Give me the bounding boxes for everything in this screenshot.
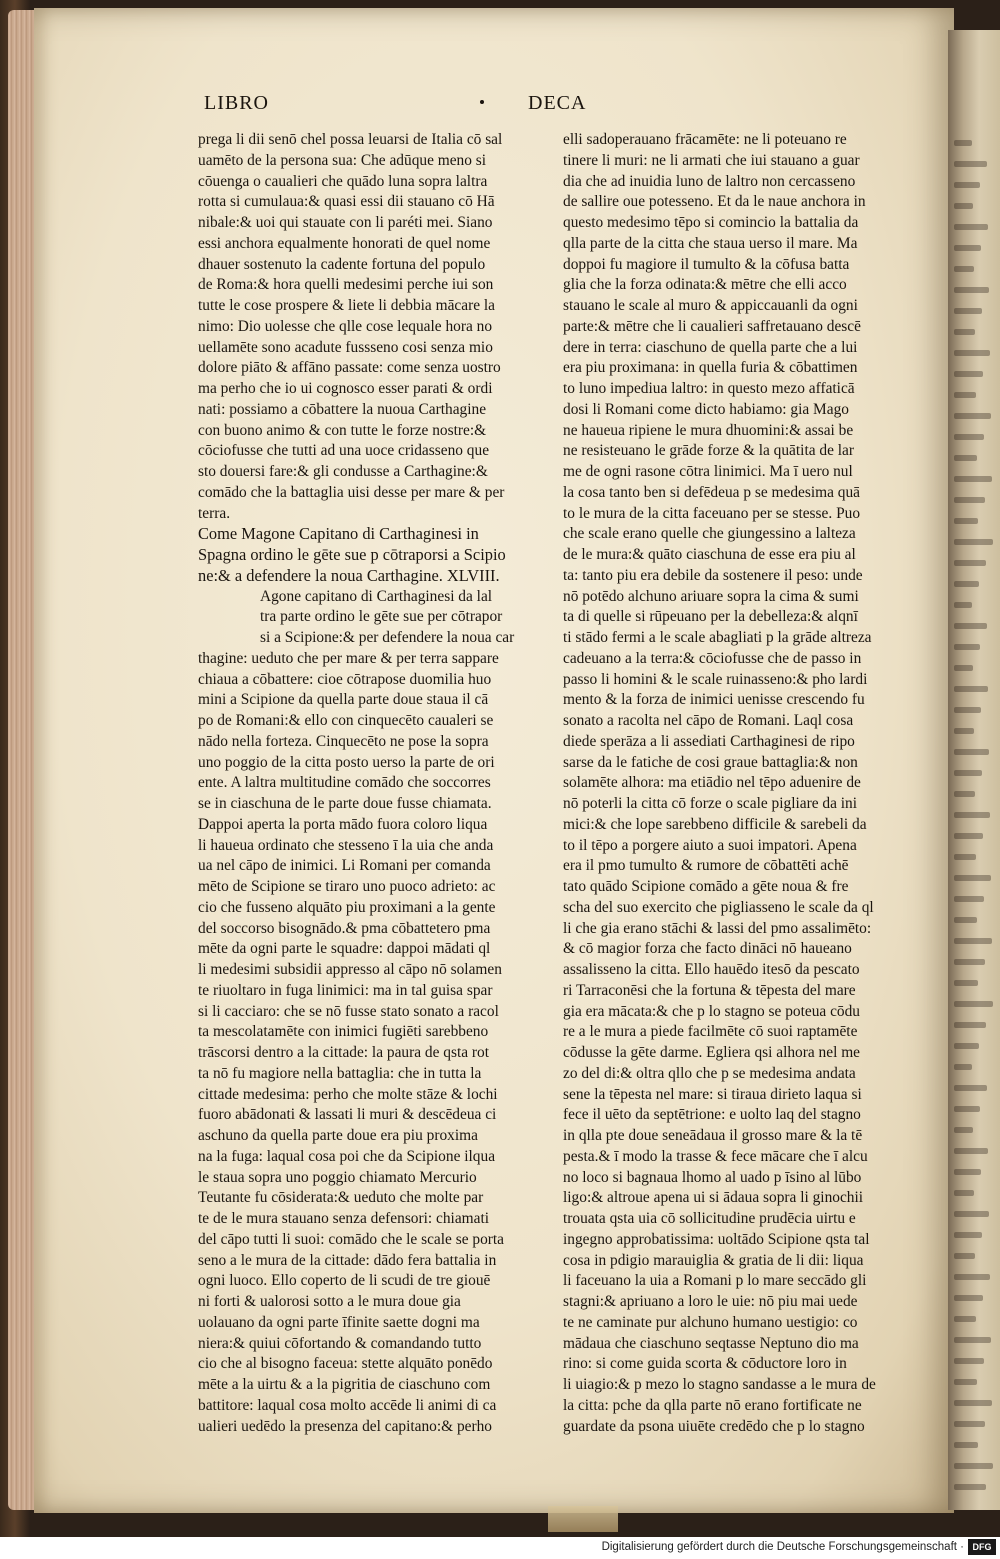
text-line: glia che la forza odinata:& mētre che elli acco	[563, 276, 847, 294]
text-line: dhauer sostenuto la cadente fortuna del populo	[198, 255, 486, 273]
ghost-text-line	[954, 623, 987, 629]
text-line: fece il uēto da septētrione: e uolto laq del stagno	[563, 1106, 861, 1124]
text-line: cio che fusseno alquāto piu proximani a la gente	[198, 898, 496, 916]
text-line: seno a le mura de la cittade: dādo fera battalia in	[198, 1251, 497, 1269]
text-line: li medesimi subsidii appresso al cāpo nō solamen	[198, 961, 502, 978]
text-line: assalisseno la citta. Ello hauēdo itesō da pescato	[563, 961, 860, 978]
ghost-text-line	[954, 1421, 985, 1427]
text-line: essi anchora equalmente honorati de quel nome	[198, 234, 491, 252]
text-line: Agone capitano di Carthaginesi da lal	[260, 587, 493, 605]
text-line: sto douersi fare:& gli condusse a Carthagine:&	[198, 463, 488, 480]
ghost-text-line	[954, 686, 988, 692]
text-line: to luno impediua laltro: in questo mezo affaticā	[563, 380, 855, 397]
ghost-text-line	[954, 1463, 993, 1469]
text-line: ualieri uedēdo la presenza del capitano:& perho	[198, 1417, 493, 1435]
ghost-text-line	[954, 476, 992, 482]
text-line: li che gia erano stāchi & lassi del pmo assalimēto:	[563, 919, 872, 937]
footer-credit: Digitalisierung gefördert durch die Deutsche Forschungsgemeinschaft ·	[601, 1541, 964, 1553]
text-line: de le mura:& quāto ciaschuna de esse era piu al	[563, 546, 856, 563]
text-line: de Roma:& hora quelli medesimi perche iui son	[198, 276, 494, 294]
ghost-text-line	[954, 665, 973, 671]
ghost-text-line	[954, 455, 977, 461]
ghost-text-line	[954, 980, 978, 986]
ghost-text-line	[954, 938, 992, 944]
text-line: nimo: Dio uolesse che qlle cose lequale hora no	[198, 317, 493, 335]
text-line: zo del di:& oltra qllo che p se medesima andata	[563, 1064, 856, 1082]
header-ornament	[480, 100, 484, 104]
ghost-text-line	[954, 245, 981, 251]
ghost-text-line	[954, 602, 972, 608]
text-line: mēto de Scipione se tiraro uno puoco adrieto: ac	[198, 878, 496, 895]
ghost-text-line	[954, 539, 993, 545]
ghost-text-line	[954, 1127, 973, 1133]
ghost-text-line	[954, 1484, 986, 1490]
text-line: mēte a la uirtu & a la pigritia de ciaschuno com	[198, 1376, 491, 1393]
text-line: stauano le scale al muro & appiccauanli da ogni	[563, 297, 858, 314]
text-line: cio che al bisogno faceua: stette alquāto ponēdo	[198, 1355, 493, 1373]
text-line: cosa in pdigio marauiglia & gratia de li dii: liqua	[563, 1251, 864, 1269]
text-line: nō poterli la citta cō forze o scale pigliare da ini	[563, 795, 858, 812]
text-line: solamēte alhora: ma etiādio nel tēpo aduenire de	[563, 774, 861, 792]
text-line: diede sperāza a li assediati Carthaginesi de ripo	[563, 732, 855, 750]
ghost-text-line	[954, 497, 985, 503]
text-line: elli sadoperauano frācamēte: ne li poteuano re	[563, 131, 847, 148]
text-line: del soccorso bisognādo.& pma cōbattetero pma	[198, 919, 491, 937]
text-line: ni forti & ualorosi sotto a le mura doue gia	[198, 1293, 461, 1310]
ghost-text-line	[954, 1106, 980, 1112]
ghost-text-line	[954, 1022, 986, 1028]
text-line: niera:& quiui cōfortando & comandando tutto	[198, 1334, 482, 1352]
text-line: ligo:& altroue apena ui si ādaua sopra li ginochii	[563, 1189, 864, 1207]
text-line: li haueua ordinato che stesseno ī la uia che anda	[198, 836, 494, 854]
text-line: gia era mācata:& che p lo stagno se poteua cōdu	[563, 1002, 861, 1020]
next-page-edge	[948, 30, 1000, 1510]
text-line: te riuoltaro in fuga linimici: ma in tal guisa spar	[198, 981, 493, 999]
text-column-right	[563, 130, 908, 1437]
text-line: ogni luoco. Ello coperto de li scudi de tre giouē	[198, 1272, 491, 1290]
text-line: doppoi fu magiore il tumulto & la cōfusa batta	[563, 255, 850, 273]
text-line: passo li homini & le scale ruinasseno:& pho lardi	[563, 670, 868, 688]
ghost-text-line	[954, 224, 988, 230]
text-line: terra.	[198, 504, 231, 522]
ghost-text-line	[954, 833, 983, 839]
text-line: thagine: ueduto che per mare & per terra sappare	[198, 649, 499, 667]
ghost-text-line	[954, 770, 982, 776]
text-line: la cosa tanto ben si defēdeua p se medesima quā	[563, 483, 861, 501]
ghost-text-line	[954, 1064, 972, 1070]
text-line: ri Tarraconēsi che la fortuna & tēpesta del mare	[563, 981, 856, 999]
text-line: mādaua che ciaschuno seqtasse Neptuno dio ma	[563, 1334, 859, 1352]
text-line: to il tēpo a porgere aiuto a suoi impatori. Apena	[563, 836, 857, 854]
ghost-text-line	[954, 1295, 983, 1301]
text-line: parte:& mētre che li caualieri saffretauano descē	[563, 317, 861, 335]
ghost-text-line	[954, 1169, 981, 1175]
text-line: sonato a racolta nel cāpo de Romani. Laql cosa	[563, 712, 854, 729]
text-line: ne:& a defendere la noua Carthagine. XLVIII.	[198, 565, 500, 585]
ghost-text-line	[954, 161, 987, 167]
text-line: che scale erano quelle che giungessino a lalteza	[563, 525, 856, 543]
ghost-text-line	[954, 560, 986, 566]
ghost-text-line	[954, 1211, 989, 1217]
text-line: cōciofusse che tutti ad una uoce cridasseno que	[198, 442, 490, 460]
ghost-text-line	[954, 1358, 984, 1364]
text-line: Teutante fu cōsiderata:& ueduto che molte par	[198, 1189, 484, 1207]
text-line: ente. A laltra multitudine comādo che soccorres	[198, 774, 491, 792]
ghost-text-line	[954, 728, 974, 734]
text-line: cadeuano a la terra:& cōciofusse che de passo in	[563, 649, 862, 667]
text-line: del cāpo tutti li suoi: comādo che le scale se porta	[198, 1230, 505, 1248]
text-line: trouata qsta uia cō sollicitudine prudēcia uirtu e	[563, 1210, 856, 1227]
ghost-text-line	[954, 896, 984, 902]
ghost-text-line	[954, 1190, 974, 1196]
text-line: te de le mura stauano senza defensori: chiamati	[198, 1210, 490, 1227]
text-line: ne resisteuano le grāde forze & la quātita de lar	[563, 442, 855, 460]
ghost-text-line	[954, 203, 973, 209]
text-line: pesta.& ī modo la trasse & fece mācare che ī alcu	[563, 1147, 868, 1165]
text-line: guardate da psona uiuēte credēdo che p lo stagno	[563, 1417, 865, 1435]
text-line: te ne caminate pur alchuno humano uestigio: co	[563, 1313, 858, 1331]
ghost-text-line	[954, 644, 980, 650]
text-line: la citta: pche da qlla parte nō erano fortificate ne	[563, 1396, 862, 1414]
ghost-text-line	[954, 917, 977, 923]
text-line: era il pmo tumulto & rumore de cōbattēti achē	[563, 857, 849, 875]
text-line: tra parte ordino le gēte sue per cōtrapor	[260, 608, 503, 626]
ghost-text-line	[954, 1148, 988, 1154]
text-line: rotta si cumulaua:& quasi essi dii stauano cō Hā	[198, 193, 495, 211]
text-line: scha del suo exercito che pigliasseno le scale da ql	[563, 898, 874, 916]
text-line: cittade medesima: perho che molte stāze & lochi	[198, 1085, 498, 1103]
text-line: con buono animo & con tutte le forze nostre:&	[198, 421, 487, 439]
ghost-text-line	[954, 749, 989, 755]
text-line: dosi li Romani come dicto habiamo: gia Mago	[563, 400, 849, 418]
text-line: nati: possiamo a cōbattere la nuoua Carthagine	[198, 400, 487, 418]
running-header-left: LIBRO	[204, 92, 269, 114]
text-line: uno poggio de la citta posto uerso la parte de ori	[198, 753, 495, 771]
ghost-text-line	[954, 812, 990, 818]
text-line: mēte da ogni parte le squadre: dappoi mādati ql	[198, 940, 491, 958]
text-line: mini a Scipione da quella parte doue staua il cā	[198, 691, 489, 709]
text-line: dolore piāto & affāno passate: come senza uostro	[198, 359, 501, 377]
ghost-text-line	[954, 1400, 992, 1406]
ghost-text-line	[954, 308, 982, 314]
ghost-text-line	[954, 875, 991, 881]
ghost-text-line	[954, 392, 976, 398]
text-line: li uiagio:& p mezo lo stagno sandasse a le mura de	[563, 1376, 876, 1393]
text-line: dia che ad inuidia luno de laltro non cercasseno	[563, 172, 856, 190]
text-line: mento & la forza de inimici uenisse crescendo fu	[563, 691, 865, 709]
text-line: chiaua a cōbattere: cioe cōtrapose duomilia huo	[198, 670, 492, 688]
text-line: tato quādo Scipione comādo a gēte noua & fre	[563, 878, 849, 895]
text-line: & cō magior forza che facto dināci nō haueano	[563, 940, 852, 958]
ghost-text-line	[954, 1001, 993, 1007]
text-line: aschuno da quella parte doue era piu proxima	[198, 1127, 478, 1144]
ghost-text-line	[954, 1274, 990, 1280]
running-header-right: DECA	[528, 92, 587, 114]
text-line: ua nel cāpo de inimici. Li Romani per comanda	[198, 857, 491, 875]
ghost-text-line	[954, 1316, 976, 1322]
ghost-text-line	[954, 434, 984, 440]
text-line: sarse da le fatiche de cosi graue battaglia:& non	[563, 753, 858, 771]
text-line: uellamēte sono acadute fussseno cosi senza mio	[198, 338, 493, 356]
ghost-text-line	[954, 140, 972, 146]
text-line: cōuenga o caualieri che quādo luna sopra laltra	[198, 172, 488, 190]
text-line: ta: tanto piu era debile da sostenere il peso: unde	[563, 566, 863, 584]
text-line: battitore: laqual cosa molto accēde li animi di ca	[198, 1396, 497, 1414]
ghost-text-line	[954, 182, 980, 188]
ghost-text-line	[954, 350, 990, 356]
bookmark-ribbon	[548, 1506, 618, 1532]
ghost-text-line	[954, 854, 976, 860]
text-line: ne haueua ripiene le mura dhuomini:& assai be	[563, 421, 854, 439]
text-line: questo medesimo tēpo si comincio la battalia da	[563, 214, 859, 231]
text-line: po de Romani:& ello con cinquecēto caualeri se	[198, 712, 494, 729]
text-line: prega li dii senō chel possa leuarsi de Italia cō sal	[198, 131, 503, 148]
ghost-text-line	[954, 1337, 991, 1343]
ghost-text-line	[954, 581, 979, 587]
dfg-logo: DFG	[968, 1539, 996, 1555]
text-line: uamēto de la persona sua: Che adūque meno si	[198, 151, 487, 169]
text-line: li faceuano la uia a Romani p lo mare seccādo gli	[563, 1272, 867, 1290]
text-line: stagni:& apriuano a loro le uie: nō piu mai uede	[563, 1293, 858, 1310]
text-line: ta mescolatamēte con inimici fugiēti sarebbeno	[198, 1023, 489, 1041]
text-line: uolauano da ogni parte īfinite saette dogni ma	[198, 1313, 480, 1331]
text-line: si a Scipione:& per defendere la noua car	[260, 629, 515, 646]
text-line: no loco si bagnaua lhomo al uado p īsino al lūbo	[563, 1168, 862, 1186]
text-line: rino: si come guida scorta & cōductore loro in	[563, 1355, 847, 1373]
text-line: ti stādo fermi a le scale abagliati p la grāde altreza	[563, 629, 872, 646]
text-line: Dappoi aperta la porta mādo fuora coloro liqua	[198, 815, 488, 833]
text-line: de sallire oue potesseno. Et da le naue anchora in	[563, 193, 866, 211]
text-line: si li cacciaro: che se nō fusse stato sonato a racol	[198, 1002, 499, 1020]
text-column-left	[198, 130, 543, 1437]
text-line: na la fuga: laqual cosa poi che da Scipione ilqua	[198, 1147, 496, 1165]
text-line: nibale:& uoi qui stauate con li paréti mei. Siano	[198, 214, 493, 231]
ghost-text-line	[954, 266, 974, 272]
text-line: mici:& che lope sarebbeno difficile & sarebeli da	[563, 815, 867, 833]
ghost-text-line	[954, 791, 975, 797]
text-line: ta nō fu magiore nella battaglia: che in tutta la	[198, 1064, 482, 1082]
text-line: comādo che la battaglia uisi desse per mare & per	[198, 483, 505, 501]
text-line: Spagna ordino le gēte sue p cōtraporsi a Scipio	[198, 545, 506, 564]
ghost-text-line	[954, 518, 978, 524]
text-line: tinere li muri: ne li armati che iui stauano a guar	[563, 151, 860, 169]
ghost-text-line	[954, 329, 975, 335]
text-line: me de ogni rasone cōtra linimici. Ma ī uero nul	[563, 463, 853, 480]
ghost-text-line	[954, 1379, 977, 1385]
text-line: cōdusse la gēte darme. Egliera qsi alhora nel me	[563, 1044, 861, 1061]
text-line: fuoro abādonati & lassati li muri & descēdeua ci	[198, 1106, 497, 1124]
ghost-text-line	[954, 287, 989, 293]
text-line: qlla parte de la citta che staua uerso il mare. Ma	[563, 234, 858, 252]
text-line: era piu proximana: in quella furia & cōbattimen	[563, 359, 858, 377]
ghost-text-line	[954, 707, 981, 713]
text-line: Come Magone Capitano di Carthaginesi in	[198, 524, 479, 544]
text-line: ingegno approbatissima: uoltādo Scipione qsta tal	[563, 1230, 870, 1248]
text-line: tutte le cose prospere & liete li debbia mācare la	[198, 297, 495, 314]
text-line: nō potēdo alchuno ariuare sopra la cima & sumi	[563, 587, 859, 605]
ghost-text-line	[954, 371, 983, 377]
text-line: nādo nella forteza. Cinquecēto ne pose la sopra	[198, 732, 489, 750]
text-line: dere in terra: ciaschuno de quella parte che a lui	[563, 338, 858, 356]
ghost-text-line	[954, 1442, 978, 1448]
ghost-text-line	[954, 959, 985, 965]
ghost-text-line	[954, 1085, 987, 1091]
text-line: sene la tēpesta nel mare: si tiraua dirieto laqua si	[563, 1085, 862, 1103]
text-line: re a le mura a piede facilmēte cō suoi raptamēte	[563, 1023, 858, 1041]
text-line: ta di quelle si rūpeuano per la debelleza:& alqnī	[563, 608, 858, 626]
text-line: ma perho che io ui cognosco esser parati & ordi	[198, 380, 493, 397]
text-line: se in ciaschuna de le parte doue fusse chiamata.	[198, 795, 492, 812]
text-line: le staua sopra uno poggio chiamato Mercurio	[198, 1168, 477, 1186]
ghost-text-line	[954, 1043, 979, 1049]
text-line: in qlla pte doue seneādaua il grosso mare & la tē	[563, 1127, 863, 1144]
text-line: trāscorsi dentro a la cittade: la paura de qsta rot	[198, 1044, 490, 1061]
ghost-text-line	[954, 1232, 982, 1238]
ghost-text-line	[954, 413, 991, 419]
text-line: to le mura de la citta faceuano per se stesse. Puo	[563, 504, 861, 522]
ghost-text-line	[954, 1253, 975, 1259]
